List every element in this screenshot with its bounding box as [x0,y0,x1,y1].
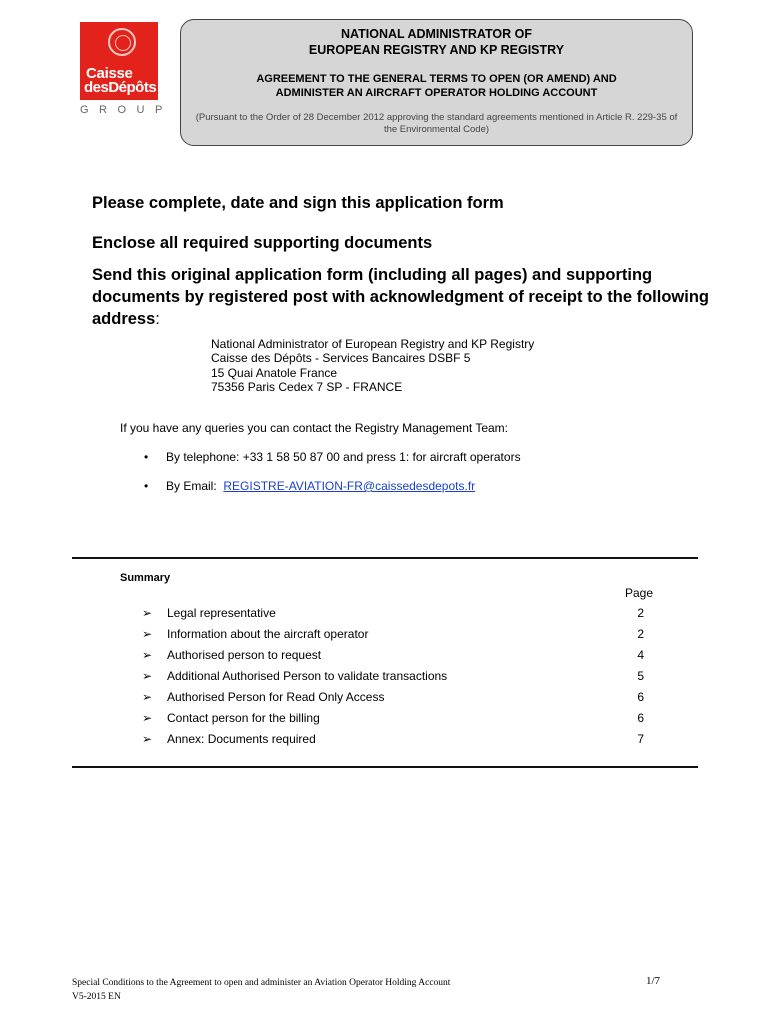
summary-page-header: Page [625,586,654,600]
toc-page: 6 [637,690,644,704]
toc-page: 6 [637,711,644,725]
header-title-line1: NATIONAL ADMINISTRATOR OF [341,27,532,41]
summary-title: Summary [120,572,171,584]
arrow-bullet-icon: ➢ [142,648,153,662]
arrow-bullet-icon: ➢ [142,669,153,683]
divider-top [72,557,698,559]
instruction-enclose: Enclose all required supporting documents [92,234,433,252]
email-link[interactable]: REGISTRE-AVIATION-FR@caissedesdepots.fr [223,479,476,493]
toc-label: Additional Authorised Person to validate transactions [167,669,448,683]
toc-label: Annex: Documents required [167,732,316,746]
logo-text-line2: desDépôts [84,79,157,96]
bullet-icon: • [144,450,149,464]
arrow-bullet-icon: ➢ [142,627,153,641]
toc-page: 7 [637,732,644,746]
logo-group-text: GROUP [80,104,173,116]
toc-page: 2 [637,606,644,620]
instruction-send-text: Send this original application form (including all pages) and supporting documents by registered post with acknowledgment of receipt to the following address [92,266,709,328]
contact-email-label: By Email: [166,479,217,493]
toc-item [142,690,652,706]
arrow-bullet-icon: ➢ [142,711,153,725]
bullet-icon: • [144,479,149,493]
instruction-send [92,264,712,330]
arrow-bullet-icon: ➢ [142,690,153,704]
toc-page: 2 [637,627,644,641]
footer-version: V5-2015 EN [72,992,121,1002]
postal-address [211,337,534,394]
address-line1: National Administrator of European Registry and KP Registry [211,337,535,351]
toc-item [142,669,652,685]
logo-red-box [80,22,158,100]
toc-page: 5 [637,669,644,683]
instruction-send-colon: : [155,310,160,328]
toc-page: 4 [637,648,644,662]
header-note: (Pursuant to the Order of 28 December 2012 approving the standard agreements mentioned in Article R. 229-35 of the Environmental Code) [195,112,678,135]
header-subtitle-line2: ADMINISTER AN AIRCRAFT OPERATOR HOLDING ACCOUNT [275,87,598,99]
address-line3: 15 Quai Anatole France [211,365,338,380]
footer [72,976,450,1004]
seal-icon [108,28,136,56]
footer-title: Special Conditions to the Agreement to open and administer an Aviation Operator Holding Account [72,978,451,988]
toc-label: Authorised person to request [167,648,322,662]
header-title [181,26,692,58]
toc-label: Information about the aircraft operator [167,627,369,641]
header-subtitle [181,72,692,100]
toc-item [142,711,652,727]
divider-bottom [72,766,698,768]
arrow-bullet-icon: ➢ [142,732,153,746]
contact-intro: If you have any queries you can contact the Registry Management Team: [120,421,508,435]
toc-label: Authorised Person for Read Only Access [167,690,385,704]
footer-page-number: 1/7 [646,975,661,987]
logo-text-line1: Caisse [86,65,133,82]
toc-label: Legal representative [167,606,276,620]
header-box [180,19,693,146]
caisse-des-depots-logo [80,22,173,116]
toc-item [142,606,652,622]
toc-item [142,648,652,664]
address-line4: 75356 Paris Cedex 7 SP - FRANCE [211,379,403,394]
header-subtitle-line1: AGREEMENT TO THE GENERAL TERMS TO OPEN (OR AMEND) AND [256,73,617,85]
contact-email [144,479,475,493]
toc-item [142,627,652,643]
contact-phone-text: By telephone: +33 1 58 50 87 00 and press 1: for aircraft operators [166,450,521,464]
toc-item [142,732,652,748]
contact-phone [144,450,521,464]
address-line2: Caisse des Dépôts - Services Bancaires DSBF 5 [211,351,471,366]
arrow-bullet-icon: ➢ [142,606,153,620]
instruction-complete: Please complete, date and sign this application form [92,194,504,212]
toc-label: Contact person for the billing [167,711,320,725]
header-title-line2: EUROPEAN REGISTRY AND KP REGISTRY [308,43,565,57]
